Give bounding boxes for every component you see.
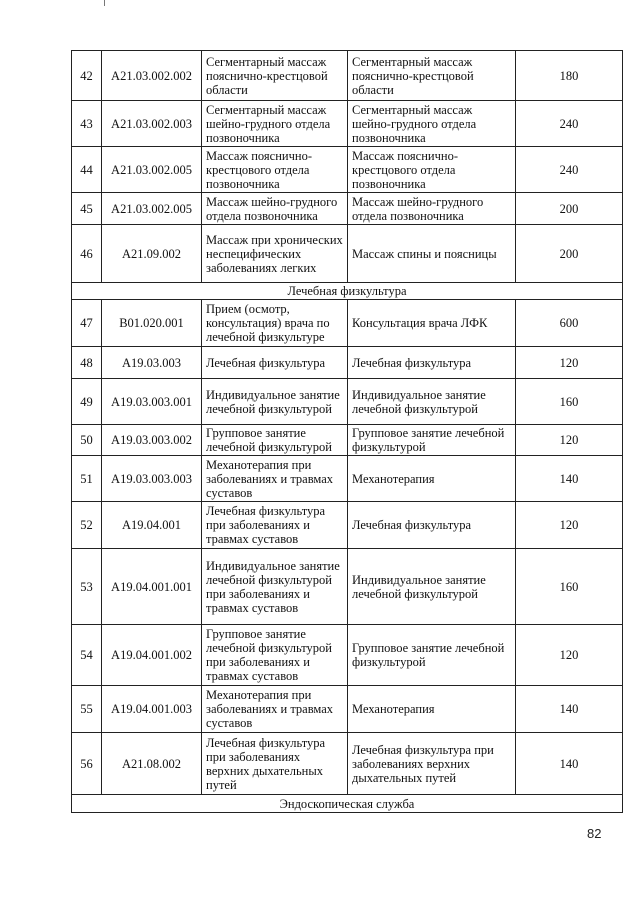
table-row — [72, 51, 623, 101]
service-description: Массаж спины и поясницы — [348, 225, 516, 283]
service-code: А21.03.002.002 — [102, 51, 202, 101]
service-code: А19.04.001 — [102, 502, 202, 549]
row-number: 47 — [72, 300, 102, 347]
service-price: 160 — [516, 379, 623, 425]
service-name: Механотерапия при заболеваниях и травмах суставов — [202, 686, 348, 733]
service-description: Групповое занятие лечебной физкультурой — [348, 625, 516, 686]
price-table — [71, 50, 623, 813]
service-name: Механотерапия при заболеваниях и травмах суставов — [202, 456, 348, 502]
row-number: 50 — [72, 425, 102, 456]
row-number: 52 — [72, 502, 102, 549]
service-name: Лечебная физкультура — [202, 347, 348, 379]
service-price: 240 — [516, 101, 623, 147]
section-row — [72, 283, 623, 300]
row-number: 46 — [72, 225, 102, 283]
row-number: 43 — [72, 101, 102, 147]
table-row — [72, 300, 623, 347]
row-number: 51 — [72, 456, 102, 502]
section-title: Эндоскопическая служба — [72, 795, 623, 813]
row-number: 53 — [72, 549, 102, 625]
service-price: 140 — [516, 686, 623, 733]
row-number: 56 — [72, 733, 102, 795]
service-code: А21.03.002.003 — [102, 101, 202, 147]
service-name: Лечебная физкультура при заболеваниях и травмах суставов — [202, 502, 348, 549]
table-row — [72, 686, 623, 733]
service-price: 120 — [516, 347, 623, 379]
table-row — [72, 733, 623, 795]
table-row — [72, 425, 623, 456]
service-code: А19.04.001.002 — [102, 625, 202, 686]
service-description: Механотерапия — [348, 456, 516, 502]
service-price: 140 — [516, 456, 623, 502]
service-description: Индивидуальное занятие лечебной физкультурой — [348, 549, 516, 625]
service-price: 120 — [516, 502, 623, 549]
row-number: 49 — [72, 379, 102, 425]
service-name: Сегментарный массаж шейно-грудного отдела позвоночника — [202, 101, 348, 147]
table-row — [72, 379, 623, 425]
row-number: 55 — [72, 686, 102, 733]
service-code: А19.04.001.003 — [102, 686, 202, 733]
service-description: Сегментарный массаж шейно-грудного отдела позвоночника — [348, 101, 516, 147]
row-number: 44 — [72, 147, 102, 193]
service-description: Консультация врача ЛФК — [348, 300, 516, 347]
service-code: А19.03.003.001 — [102, 379, 202, 425]
service-price: 120 — [516, 625, 623, 686]
service-code: А21.09.002 — [102, 225, 202, 283]
section-title: Лечебная физкультура — [72, 283, 623, 300]
service-code: А19.03.003 — [102, 347, 202, 379]
table-row — [72, 193, 623, 225]
service-code: В01.020.001 — [102, 300, 202, 347]
table-row — [72, 225, 623, 283]
service-price: 140 — [516, 733, 623, 795]
service-description: Индивидуальное занятие лечебной физкультурой — [348, 379, 516, 425]
row-number: 48 — [72, 347, 102, 379]
service-code: А19.03.003.002 — [102, 425, 202, 456]
scan-mark — [104, 0, 105, 6]
service-price: 240 — [516, 147, 623, 193]
service-description: Сегментарный массаж пояснично-крестцовой области — [348, 51, 516, 101]
service-name: Групповое занятие лечебной физкультурой — [202, 425, 348, 456]
row-number: 45 — [72, 193, 102, 225]
service-description: Лечебная физкультура при заболеваниях верхних дыхательных путей — [348, 733, 516, 795]
service-code: А21.03.002.005 — [102, 147, 202, 193]
table-row — [72, 502, 623, 549]
row-number: 42 — [72, 51, 102, 101]
row-number: 54 — [72, 625, 102, 686]
service-name: Индивидуальное занятие лечебной физкультурой — [202, 379, 348, 425]
table-row — [72, 101, 623, 147]
service-price: 160 — [516, 549, 623, 625]
service-code: А21.03.002.005 — [102, 193, 202, 225]
service-description: Массаж пояснично-крестцового отдела позвоночника — [348, 147, 516, 193]
service-price: 200 — [516, 225, 623, 283]
section-row — [72, 795, 623, 813]
service-description: Механотерапия — [348, 686, 516, 733]
page-number: 82 — [587, 826, 602, 841]
table-row — [72, 147, 623, 193]
service-price: 600 — [516, 300, 623, 347]
service-description: Групповое занятие лечебной физкультурой — [348, 425, 516, 456]
service-description: Массаж шейно-грудного отдела позвоночника — [348, 193, 516, 225]
table-row — [72, 347, 623, 379]
service-name: Групповое занятие лечебной физкультурой при заболеваниях и травмах суставов — [202, 625, 348, 686]
table-row — [72, 549, 623, 625]
service-name: Массаж пояснично-крестцового отдела позвоночника — [202, 147, 348, 193]
service-name: Лечебная физкультура при заболеваниях верхних дыхательных путей — [202, 733, 348, 795]
service-price: 180 — [516, 51, 623, 101]
service-price: 120 — [516, 425, 623, 456]
service-description: Лечебная физкультура — [348, 502, 516, 549]
service-name: Массаж шейно-грудного отдела позвоночника — [202, 193, 348, 225]
service-price: 200 — [516, 193, 623, 225]
service-code: А21.08.002 — [102, 733, 202, 795]
service-code: А19.04.001.001 — [102, 549, 202, 625]
service-name: Массаж при хронических неспецифических заболеваниях легких — [202, 225, 348, 283]
table-row — [72, 625, 623, 686]
table-row — [72, 456, 623, 502]
service-name: Сегментарный массаж пояснично-крестцовой области — [202, 51, 348, 101]
service-name: Прием (осмотр, консультация) врача по лечебной физкультуре — [202, 300, 348, 347]
service-code: А19.03.003.003 — [102, 456, 202, 502]
service-name: Индивидуальное занятие лечебной физкультурой при заболеваниях и травмах суставов — [202, 549, 348, 625]
price-table-body — [72, 51, 623, 813]
service-description: Лечебная физкультура — [348, 347, 516, 379]
